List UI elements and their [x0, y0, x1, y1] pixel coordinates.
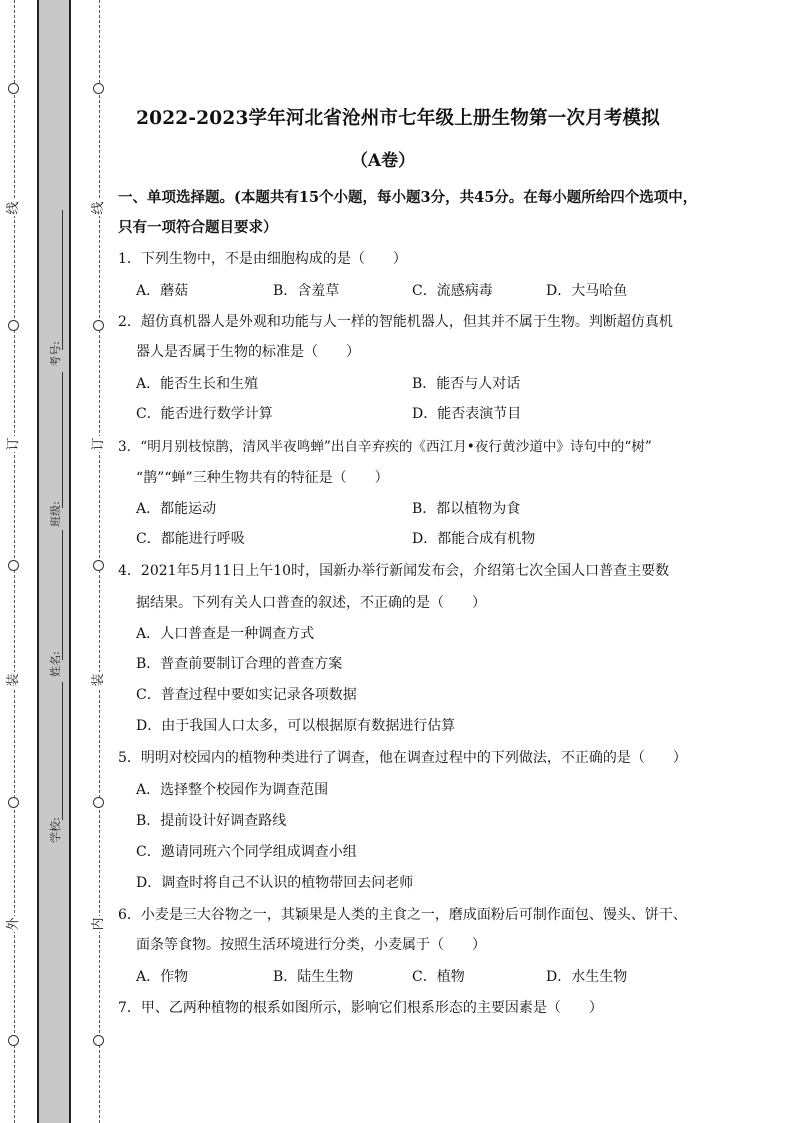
question-2-option-a: A．能否生长和生殖: [136, 376, 259, 392]
question-1-option-b: B．含羞草: [273, 283, 340, 299]
binding-hole: [93, 560, 104, 571]
question-2-option-c: C．能否进行数学计算: [136, 406, 273, 422]
question-6-option-d: D．水生生物: [546, 969, 628, 985]
question-3-option-c: C．都能进行呼吸: [136, 531, 245, 547]
inner-mark-nei: 内: [91, 917, 106, 931]
exam-no-label: 考号:: [48, 341, 62, 367]
question-4-option-b: B．普查前要制订合理的普查方案: [136, 656, 343, 672]
outer-mark-ding: 订: [6, 437, 21, 451]
outer-mark-wai: 外: [6, 917, 21, 931]
name-line: [62, 530, 63, 660]
question-5-option-c: C．邀请同班六个同学组成调查小组: [136, 844, 357, 860]
binding-hole: [93, 1035, 104, 1046]
question-5-stem: 5．明明对校园内的植物种类进行了调查，他在调查过程中的下列做法，不正确的是（ ）: [118, 750, 687, 766]
question-1-stem: 1．下列生物中，不是由细胞构成的是（ ）: [118, 251, 407, 267]
inner-mark-xian: 线: [91, 201, 106, 215]
question-6-option-b: B．陆生生物: [273, 969, 354, 985]
question-1-option-a: A．蘑菇: [136, 283, 189, 299]
binding-hole: [8, 320, 19, 331]
question-2-stem-line2: 器人是否属于生物的标准是（ ）: [136, 344, 360, 360]
question-4-option-d: D．由于我国人口太多，可以根据原有数据进行估算: [136, 718, 456, 734]
question-4-option-a: A．人口普查是一种调查方式: [136, 626, 315, 642]
binding-hole: [93, 320, 104, 331]
binding-hole: [8, 797, 19, 808]
question-3-option-d: D．都能合成有机物: [412, 531, 536, 547]
question-3-option-b: B．都以植物为食: [412, 501, 521, 517]
section-header-line1: 一、单项选择题。(本题共有15个小题，每小题3分，共45分。在每小题所给四个选项中，: [118, 189, 698, 206]
question-3-stem-line2: “鹊”“蝉”三种生物共有的特征是（ ）: [136, 470, 389, 486]
question-6-stem-line1: 6．小麦是三大谷物之一，其颖果是人类的主食之一，磨成面粉后可制作面包、馒头、饼干、: [118, 907, 687, 923]
binding-strip-band: [37, 0, 71, 1123]
question-6-stem-line2: 面条等食物。按照生活环境进行分类，小麦属于（ ）: [136, 937, 486, 953]
question-2-option-d: D．能否表演节目: [412, 406, 522, 422]
question-2-option-b: B．能否与人对话: [412, 376, 521, 392]
school-line: [62, 682, 63, 820]
inner-mark-ding: 订: [91, 437, 106, 451]
binding-hole: [8, 1035, 19, 1046]
question-5-option-a: A．选择整个校园作为调查范围: [136, 782, 329, 798]
page-title: 2022-2023学年河北省沧州市七年级上册生物第一次月考模拟: [136, 108, 660, 129]
binding-hole: [8, 83, 19, 94]
binding-hole: [93, 797, 104, 808]
section-header-line2: 只有一项符合题目要求）: [118, 219, 278, 236]
question-7-stem: 7．甲、乙两种植物的根系如图所示，影响它们根系形态的主要因素是（ ）: [118, 1000, 603, 1016]
question-6-option-c: C．植物: [412, 969, 465, 985]
exam-no-line: [62, 210, 63, 350]
question-3-stem-line1: 3．“明月别枝惊鹊，清风半夜鸣蝉”出自辛弃疾的《西江月•夜行黄沙道中》诗句中的“树”: [118, 439, 652, 455]
binding-hole: [8, 560, 19, 571]
school-label: 学校:: [48, 817, 62, 843]
question-1-option-c: C．流感病毒: [412, 283, 493, 299]
question-4-option-c: C．普查过程中要如实记录各项数据: [136, 687, 357, 703]
question-5-option-d: D．调查时将自己不认识的植物带回去问老师: [136, 875, 414, 891]
question-4-stem-line2: 据结果。下列有关人口普查的叙述，不正确的是（ ）: [136, 595, 486, 611]
outer-mark-xian: 线: [6, 201, 21, 215]
question-6-option-a: A．作物: [136, 969, 189, 985]
class-line: [62, 372, 63, 508]
question-4-stem-line1: 4．2021年5月11日上午10时，国新办举行新闻发布会，介绍第七次全国人口普查主要数: [118, 563, 670, 579]
binding-hole: [93, 83, 104, 94]
question-1-option-d: D．大马哈鱼: [546, 283, 628, 299]
question-2-stem-line1: 2．超仿真机器人是外观和功能与人一样的智能机器人，但其并不属于生物。判断超仿真机: [118, 314, 673, 330]
question-5-option-b: B．提前设计好调查路线: [136, 813, 287, 829]
outer-mark-zhuang: 装: [6, 673, 21, 687]
page-subtitle: （A卷）: [350, 151, 416, 171]
name-label: 姓名:: [48, 651, 62, 677]
inner-mark-zhuang: 装: [91, 673, 106, 687]
question-3-option-a: A．都能运动: [136, 501, 217, 517]
class-label: 班级:: [48, 501, 62, 527]
